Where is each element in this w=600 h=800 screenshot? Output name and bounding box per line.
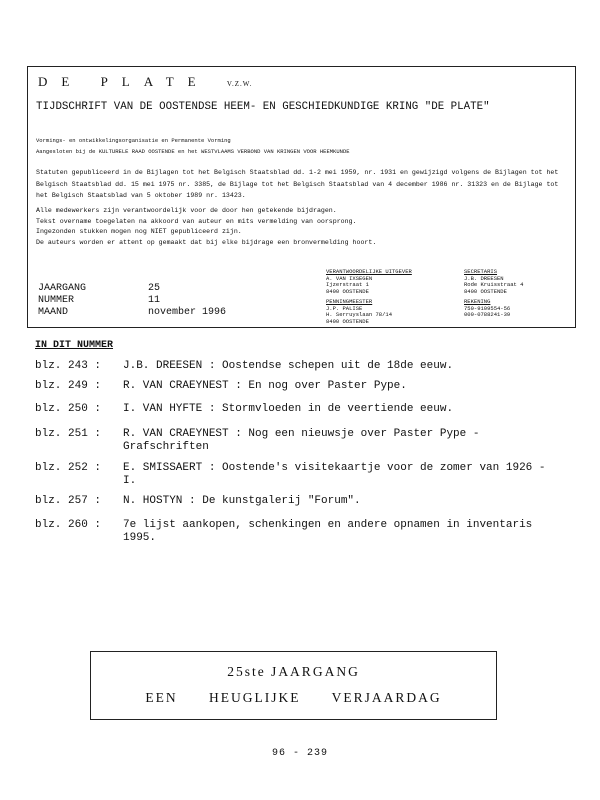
contact-line: A. VAN IXSEGEN xyxy=(326,274,373,282)
contact-line: Rode Kruisstraat 4 xyxy=(464,281,524,288)
toc-entry-text: I. VAN HYFTE : Stormvloeden in de veertiende eeuw. xyxy=(123,403,454,415)
toc-page-ref: blz. 249 : xyxy=(35,380,102,392)
contact-publisher xyxy=(326,269,446,295)
toc-entry xyxy=(35,519,555,544)
contact-role: VERANTWOORDELIJKE UITGEVER xyxy=(326,268,412,275)
toc-entry-text: R. VAN CRAEYNEST : Nog een nieuwsje over Paster Pype - Grafschriften xyxy=(123,428,480,453)
contact-line: Ijzerstraat 1 xyxy=(326,281,369,288)
toc-page-ref: blz. 260 : xyxy=(35,519,102,531)
contact-line: J.B. DREESEN xyxy=(464,274,504,282)
contact-line: J.P. PALISE xyxy=(326,304,363,312)
statutes-text: Statuten gepubliceerd in de Bijlagen tot het Belgisch Staatsblad dd. 1-2 mei 1959, nr. 1931 en gewijzigd volgens de Bijlagen tot het Belgisch Staatsblad dd. 15 mei 1975 nr. 3385, de Bijlage tot het Belgisch Staatsblad van 4 december 1986 nr. 31323 en de Bijlage tot het Belgisch Staatsblad van 5 oktober 1989 nr. 13423. xyxy=(36,169,559,199)
subtitle-line-1: Vormings- en ontwikkelingsorganisatie en Permanente Vorming xyxy=(36,137,231,144)
issue-value: 25 xyxy=(148,283,161,294)
toc-page-ref: blz. 243 : xyxy=(35,360,102,372)
contact-line: H. Serruyslaan 78/14 xyxy=(326,311,393,318)
masthead-name: DE PLATE xyxy=(38,74,210,89)
subtitle-line-2: Aangesloten bij de KULTURELE RAAD OOSTENDE en het WESTVLAAMS VERBOND VAN KRINGEN VOOR HEEMKUNDE xyxy=(36,148,350,155)
toc-page-ref: blz. 251 : xyxy=(35,428,102,440)
contact-line: 8400 OOSTENDE xyxy=(326,317,369,325)
issue-row xyxy=(38,295,226,307)
toc-page-ref: blz. 250 : xyxy=(35,403,102,415)
issue-row xyxy=(38,283,226,295)
toc-entry xyxy=(35,428,555,453)
contact-treasurer xyxy=(326,299,446,325)
toc-entry-text: J.B. DREESEN : Oostendse schepen uit de 18de eeuw. xyxy=(123,360,454,372)
contact-account xyxy=(464,299,584,319)
issue-row xyxy=(38,307,226,319)
issue-info xyxy=(38,283,226,319)
toc-entry xyxy=(35,403,555,416)
notice-line: Tekst overname toegelaten na akkoord van auteur en mits vermelding van oorsprong. xyxy=(36,217,357,225)
contact-role: PENNINGMEESTER xyxy=(326,298,373,305)
toc-entry-text: R. VAN CRAEYNEST : En nog over Paster Pype. xyxy=(123,380,407,392)
contact-secretary xyxy=(464,269,584,295)
issue-label: JAARGANG xyxy=(38,283,87,294)
notice-line: De auteurs worden er attent op gemaakt dat bij elke bijdrage een bronvermelding hoort. xyxy=(36,238,377,246)
issue-label: MAAND xyxy=(38,307,69,318)
contact-line: 8400 OOSTENDE xyxy=(326,287,369,295)
toc-page-ref: blz. 257 : xyxy=(35,495,102,507)
toc-entry xyxy=(35,462,555,487)
page-number: 96 - 239 xyxy=(271,748,328,759)
toc-entry xyxy=(35,360,555,373)
masthead-title xyxy=(38,74,253,90)
toc-entry xyxy=(35,380,555,393)
toc-entry-text: N. HOSTYN : De kunstgalerij "Forum". xyxy=(123,495,361,507)
toc-entry-text: E. SMISSAERT : Oostende's visitekaartje voor de zomer van 1926 - I. xyxy=(123,462,546,487)
contact-role: SECRETARIS xyxy=(464,268,498,275)
anniversary-line-1: 25ste JAARGANG xyxy=(227,664,360,679)
journal-title: TIJDSCHRIFT VAN DE OOSTENDSE HEEM- EN GESCHIEDKUNDIGE KRING "DE PLATE" xyxy=(36,101,490,113)
notice-line: Ingezonden stukken mogen nog NIET gepubliceerd zijn. xyxy=(36,228,242,236)
masthead-suffix: V.Z.W. xyxy=(226,80,253,88)
issue-value: 11 xyxy=(148,295,161,306)
anniversary-line-2: EEN HEUGLIJKE VERJAARDAG xyxy=(145,690,442,705)
toc-entry xyxy=(35,495,555,508)
contact-role: REKENING xyxy=(464,298,491,305)
contact-line: 750-9109554-56 xyxy=(464,304,511,312)
toc-entry-text: 7e lijst aankopen, schenkingen en andere opnamen in inventaris 1995. xyxy=(123,519,533,544)
masthead-box xyxy=(27,66,576,328)
anniversary-box xyxy=(90,651,497,720)
notices xyxy=(36,206,566,248)
toc-page-ref: blz. 252 : xyxy=(35,462,102,474)
issue-value: november 1996 xyxy=(148,307,227,318)
toc-heading: IN DIT NUMMER xyxy=(35,340,114,351)
notice-line: Alle medewerkers zijn verantwoordelijk voor de door hen getekende bijdragen. xyxy=(36,207,337,214)
contact-line: 000-0788241-39 xyxy=(464,311,511,318)
contact-line: 8400 OOSTENDE xyxy=(464,287,507,295)
issue-label: NUMMER xyxy=(38,295,75,306)
